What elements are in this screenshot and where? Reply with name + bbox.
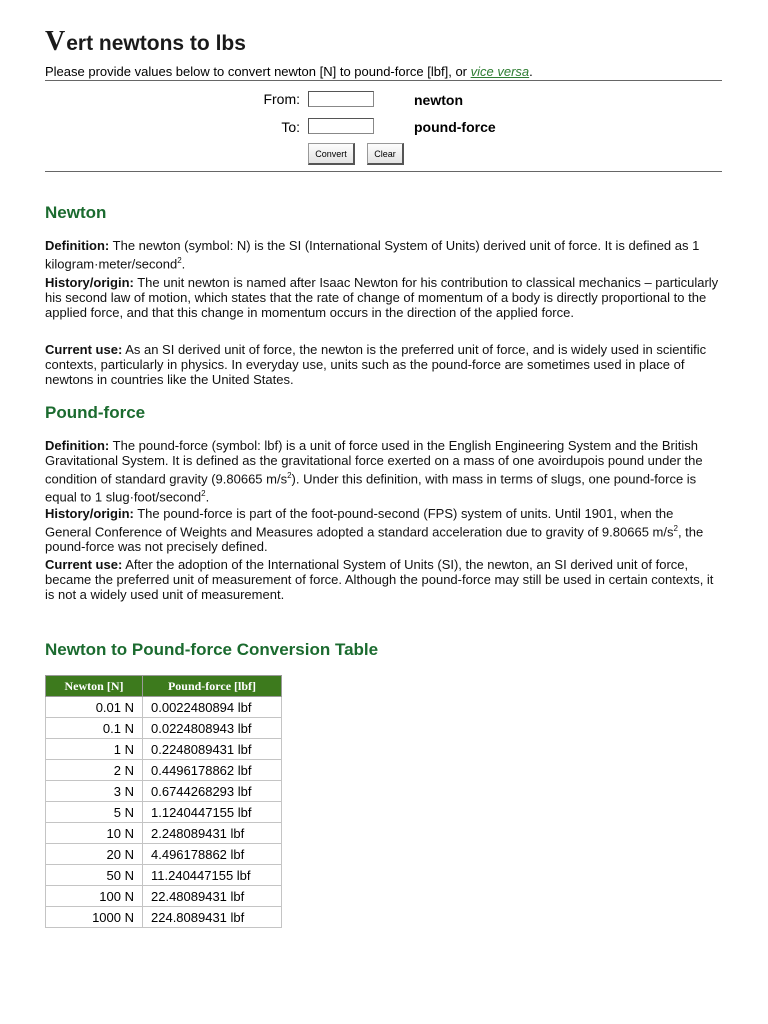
poundforce-definition-text-2: ). Under this definition, with mass in terms of slugs, one pound-force is equal to 1 slug·foot/second bbox=[45, 471, 697, 505]
table-row bbox=[46, 865, 282, 886]
cell-newton: 1 N bbox=[46, 739, 143, 760]
newton-definition-sup: 2 bbox=[177, 256, 182, 265]
cell-poundforce: 2.248089431 lbf bbox=[143, 823, 282, 844]
from-unit: newton bbox=[414, 92, 463, 108]
cell-newton: 10 N bbox=[46, 823, 143, 844]
page-title-initial: V bbox=[45, 26, 66, 57]
poundforce-history-sup: 2 bbox=[673, 524, 678, 533]
conversion-table-heading: Newton to Pound-force Conversion Table bbox=[45, 640, 379, 659]
table-header-row bbox=[46, 676, 282, 697]
table-row bbox=[46, 823, 282, 844]
page-title bbox=[45, 26, 246, 58]
to-input[interactable] bbox=[308, 118, 374, 134]
poundforce-current-label: Current use: bbox=[45, 557, 123, 572]
from-label: From: bbox=[263, 91, 300, 107]
form-divider bbox=[45, 171, 722, 172]
cell-poundforce: 224.8089431 lbf bbox=[143, 907, 282, 928]
poundforce-definition-sup-2: 2 bbox=[201, 489, 206, 499]
poundforce-heading: Pound-force bbox=[45, 403, 146, 422]
table-row bbox=[46, 781, 282, 802]
page-title-rest: ert newtons to lbs bbox=[66, 32, 246, 55]
poundforce-definition-label: Definition: bbox=[45, 438, 110, 453]
table-row bbox=[46, 718, 282, 739]
cell-newton: 0.01 N bbox=[46, 697, 143, 718]
table-row bbox=[46, 739, 282, 760]
cell-newton: 20 N bbox=[46, 844, 143, 865]
poundforce-definition-text-1: The pound-force (symbol: lbf) is a unit of force used in the English Engineering System and the British Gravitational System. It is defined as the gravitational force exerted on a mass of one avoirdupois pound under the condition of standard gravity (9.80665 m/s bbox=[45, 438, 703, 487]
to-label: To: bbox=[281, 119, 300, 135]
top-divider bbox=[45, 80, 722, 81]
cell-poundforce: 0.6744268293 lbf bbox=[143, 781, 282, 802]
table-row bbox=[46, 886, 282, 907]
cell-newton: 2 N bbox=[46, 760, 143, 781]
poundforce-current-use bbox=[45, 557, 722, 602]
poundforce-current-text: After the adoption of the International System of Units (SI), the newton, an SI derived unit of force, became the preferred unit of measurement of force. Although the pound-force may still be used in certain contexts, it is not a widely used unit of measurement. bbox=[45, 557, 714, 602]
newton-current-text: As an SI derived unit of force, the newton is the preferred unit of force, and is widely used in scientific contexts, particularly in physics. In everyday use, units such as the pound-force are sometimes used in place of newtons in countries like the United States. bbox=[45, 342, 707, 387]
clear-button[interactable]: Clear bbox=[367, 143, 404, 165]
cell-poundforce: 1.1240447155 lbf bbox=[143, 802, 282, 823]
table-row bbox=[46, 802, 282, 823]
column-header-newton: Newton [N] bbox=[46, 676, 143, 697]
poundforce-history-text-1: The pound-force is part of the foot-pound-second (FPS) system of units. Until 1901, when the General Conference of Weights and Measures adopted a standard acceleration due to gravity of 9.80665 m/s bbox=[45, 506, 674, 540]
poundforce-history-label: History/origin: bbox=[45, 506, 134, 521]
table-row bbox=[46, 760, 282, 781]
to-unit: pound-force bbox=[414, 119, 496, 135]
cell-poundforce: 0.0224808943 lbf bbox=[143, 718, 282, 739]
intro-end: . bbox=[529, 64, 533, 79]
cell-poundforce: 0.0022480894 lbf bbox=[143, 697, 282, 718]
intro-text bbox=[45, 64, 533, 79]
cell-poundforce: 11.240447155 lbf bbox=[143, 865, 282, 886]
cell-poundforce: 22.48089431 lbf bbox=[143, 886, 282, 907]
column-header-poundforce: Pound-force [lbf] bbox=[143, 676, 282, 697]
cell-poundforce: 4.496178862 lbf bbox=[143, 844, 282, 865]
cell-poundforce: 0.4496178862 lbf bbox=[143, 760, 282, 781]
poundforce-definition-end: . bbox=[205, 489, 210, 505]
table-row bbox=[46, 907, 282, 928]
cell-newton: 50 N bbox=[46, 865, 143, 886]
cell-newton: 0.1 N bbox=[46, 718, 143, 739]
newton-definition bbox=[45, 238, 722, 271]
newton-history bbox=[45, 275, 722, 320]
intro-sentence: Please provide values below to convert newton [N] to pound-force [lbf], or bbox=[45, 64, 471, 79]
poundforce-history-text-2: , the pound-force was not precisely defined. bbox=[45, 524, 704, 555]
newton-definition-end: . bbox=[181, 256, 186, 272]
newton-history-label: History/origin: bbox=[45, 275, 134, 290]
cell-newton: 5 N bbox=[46, 802, 143, 823]
conversion-table bbox=[45, 675, 282, 928]
convert-button[interactable]: Convert bbox=[308, 143, 355, 165]
vice-versa-link[interactable]: vice versa bbox=[470, 64, 530, 79]
table-row bbox=[46, 844, 282, 865]
newton-definition-label: Definition: bbox=[45, 238, 110, 253]
poundforce-definition-sup-1: 2 bbox=[287, 471, 292, 480]
newton-history-text: The unit newton is named after Isaac Newton for his contribution to classical mechanics – particularly his second law of motion, which states that the rate of change of momentum of a body is directly proportional to the applied force, and that this change in momentum occurs in the direction of the applied force. bbox=[45, 275, 719, 320]
cell-newton: 100 N bbox=[46, 886, 143, 907]
cell-poundforce: 0.2248089431 lbf bbox=[143, 739, 282, 760]
newton-current-use bbox=[45, 342, 722, 387]
newton-heading: Newton bbox=[45, 203, 107, 222]
newton-current-label: Current use: bbox=[45, 342, 123, 357]
newton-definition-text: The newton (symbol: N) is the SI (International System of Units) derived unit of force. It is defined as 1 kilogram·meter/second bbox=[45, 238, 700, 272]
table-row bbox=[46, 697, 282, 718]
from-input[interactable] bbox=[308, 91, 374, 107]
cell-newton: 1000 N bbox=[46, 907, 143, 928]
poundforce-definition bbox=[45, 438, 722, 505]
cell-newton: 3 N bbox=[46, 781, 143, 802]
poundforce-history bbox=[45, 506, 722, 554]
